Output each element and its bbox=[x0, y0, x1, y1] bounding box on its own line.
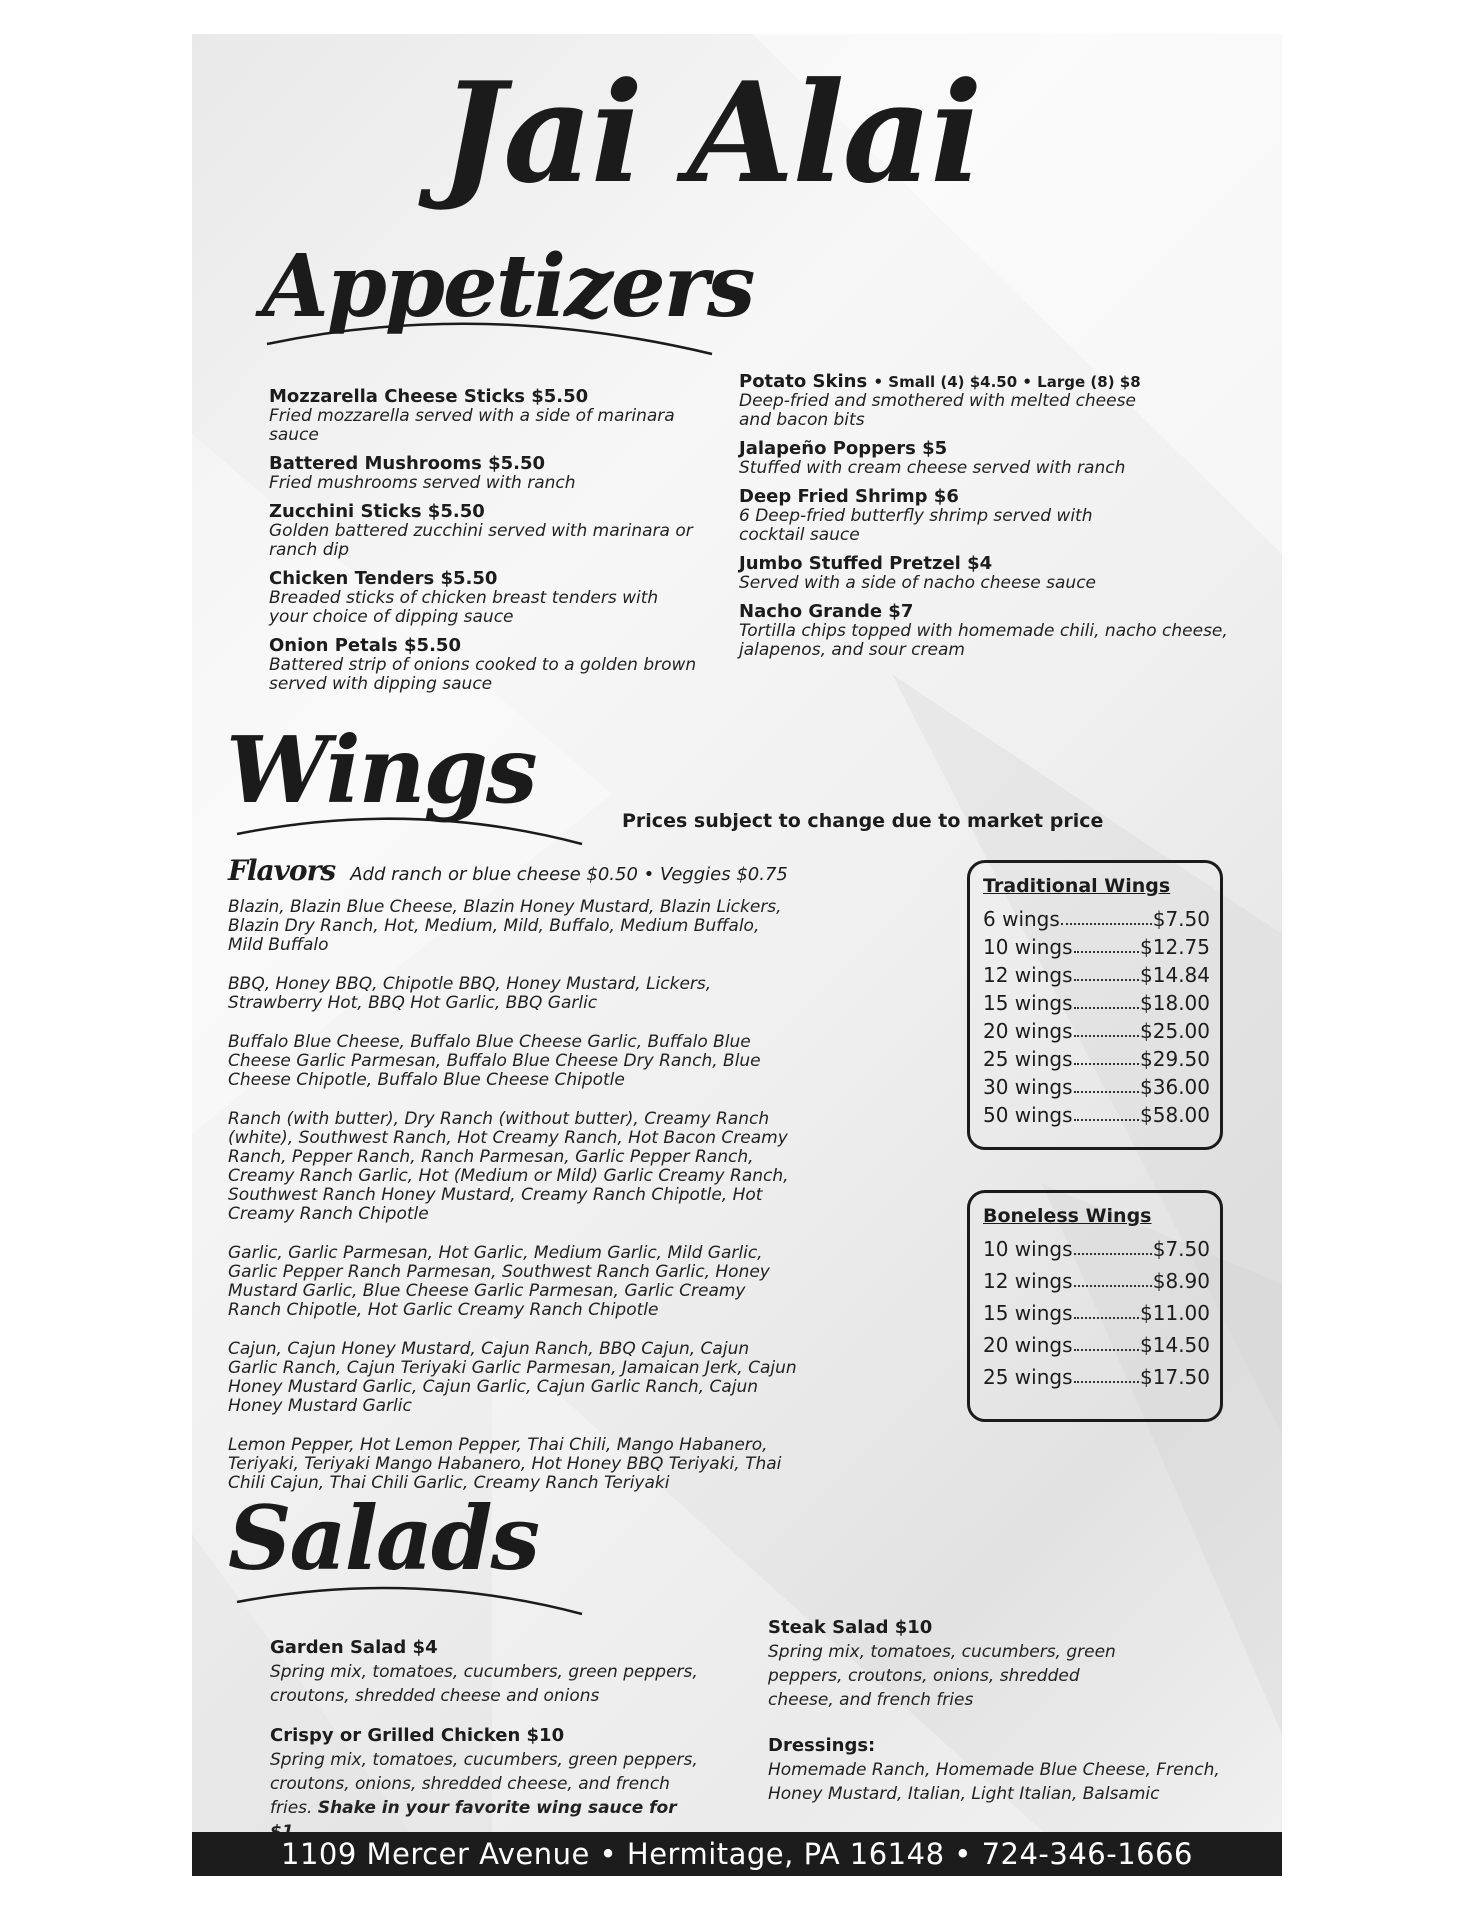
traditional-wings-box bbox=[967, 860, 1223, 1150]
dressings bbox=[768, 1734, 1228, 1806]
appetizers-left-column bbox=[269, 387, 699, 703]
menu-item bbox=[739, 439, 1259, 478]
price-row: 10 wings $7.50 bbox=[983, 1237, 1210, 1261]
flavor-group: Ranch (with butter), Dry Ranch (without butter), Creamy Ranch (white), Southwest Ranch, Hot Creamy Ranch, Hot Bacon Creamy Ranch, Pepper Ranch, Ranch Parmesan, Garlic Pepper Ranch, Creamy Ranch Garlic, Hot (Medium or Mild) Garlic Creamy Ranch, Southwest Ranch Honey Mustard, Creamy Ranch Chipotle, Hot Creamy Ranch Chipotle bbox=[228, 1109, 789, 1224]
price-row: 15 wings $18.00 bbox=[983, 991, 1210, 1015]
dressings-label: Dressings: bbox=[768, 1735, 876, 1756]
item-description: Golden battered zucchini served with marinara or ranch dip bbox=[269, 521, 693, 560]
flavor-group: Garlic, Garlic Parmesan, Hot Garlic, Medium Garlic, Mild Garlic, Garlic Pepper Ranch Parmesan, Southwest Ranch Garlic, Honey Mustard Garlic, Blue Cheese Garlic Parmesan, Garlic Creamy Ranch Chipotle, Hot Garlic Creamy Ranch Chipotle bbox=[228, 1243, 770, 1320]
restaurant-title: Jai Alai bbox=[440, 51, 981, 214]
menu-item bbox=[768, 1616, 1228, 1712]
potato-skins-sizes: • Small (4) $4.50 • Large (8) $8 bbox=[873, 373, 1141, 391]
flavor-group: Lemon Pepper, Hot Lemon Pepper, Thai Chili, Mango Habanero, Teriyaki, Teriyaki Mango Habanero, Hot Honey BBQ Teriyaki, Thai Chili Cajun, Thai Chili Garlic, Creamy Ranch Teriyaki bbox=[228, 1435, 782, 1493]
menu-item bbox=[739, 372, 1259, 430]
item-name: Nacho Grande $7 bbox=[739, 601, 914, 622]
appetizers-heading: Appetizers bbox=[262, 236, 754, 337]
price-row: 20 wings $14.50 bbox=[983, 1333, 1210, 1357]
traditional-wings-title: Traditional Wings bbox=[983, 875, 1171, 897]
menu-item bbox=[270, 1636, 710, 1708]
item-name: Steak Salad $10 bbox=[768, 1617, 933, 1638]
item-name: Garden Salad $4 bbox=[270, 1637, 438, 1658]
item-name: Battered Mushrooms $5.50 bbox=[269, 453, 546, 474]
appetizers-swoosh bbox=[262, 304, 722, 364]
menu-item bbox=[269, 502, 699, 560]
item-description: Served with a side of nacho cheese sauce bbox=[739, 573, 1096, 593]
item-name: Mozzarella Cheese Sticks $5.50 bbox=[269, 386, 589, 407]
price-row: 12 wings $14.84 bbox=[983, 963, 1210, 987]
item-description: Spring mix, tomatoes, cucumbers, green peppers, croutons, onions, shredded cheese, and french fries. Shake in your favorite wing sauce for bbox=[270, 1748, 710, 1844]
price-row: 25 wings $17.50 bbox=[983, 1365, 1210, 1389]
price-row: 10 wings $12.75 bbox=[983, 935, 1210, 959]
menu-item bbox=[269, 569, 699, 627]
item-name: Crispy or Grilled Chicken $10 bbox=[270, 1725, 565, 1746]
price-row: 15 wings $11.00 bbox=[983, 1301, 1210, 1325]
item-description: Fried mozzarella served with a side of marinara sauce bbox=[269, 406, 675, 445]
item-description: Fried mushrooms served with ranch bbox=[269, 473, 576, 493]
flavor-group: Blazin, Blazin Blue Cheese, Blazin Honey Mustard, Blazin Lickers, Blazin Dry Ranch, Hot, Medium, Mild, Buffalo, Medium Buffalo, Mild Buffalo bbox=[228, 897, 782, 955]
item-name: Deep Fried Shrimp $6 bbox=[739, 486, 959, 507]
boneless-wings-box bbox=[967, 1190, 1223, 1422]
flavor-group: BBQ, Honey BBQ, Chipotle BBQ, Honey Mustard, Lickers, Strawberry Hot, BBQ Hot Garlic, BBQ Garlic bbox=[228, 974, 712, 1013]
item-description: 6 Deep-fried butterfly shrimp served with cocktail sauce bbox=[739, 506, 1093, 545]
wings-heading: Wings bbox=[226, 716, 536, 824]
price-row: 12 wings $8.90 bbox=[983, 1269, 1210, 1293]
flavor-group: Buffalo Blue Cheese, Buffalo Blue Cheese Garlic, Buffalo Blue Cheese Garlic Parmesan, Buffalo Blue Cheese Dry Ranch, Blue Cheese Chipotle, Buffalo Blue Cheese Chipotle bbox=[228, 1032, 761, 1090]
item-description: Tortilla chips topped with homemade chili, nacho cheese, jalapenos, and sour cream bbox=[739, 621, 1228, 660]
item-description: Breaded sticks of chicken breast tenders with your choice of dipping sauce bbox=[269, 588, 659, 627]
address-footer: 1109 Mercer Avenue • Hermitage, PA 16148 • 724-346-1666 bbox=[192, 1832, 1282, 1876]
menu-sheet bbox=[192, 34, 1282, 1876]
item-name: Onion Petals $5.50 bbox=[269, 635, 461, 656]
dressings-list: Homemade Ranch, Homemade Blue Cheese, French, Honey Mustard, Italian, Light Italian, Balsamic bbox=[768, 1760, 1220, 1804]
item-description: Battered strip of onions cooked to a golden brown served with dipping sauce bbox=[269, 655, 697, 694]
appetizers-right-column bbox=[739, 372, 1259, 669]
item-name: Jumbo Stuffed Pretzel $4 bbox=[739, 553, 993, 574]
menu-item bbox=[269, 454, 699, 493]
menu-item bbox=[739, 602, 1259, 660]
market-price-note: Prices subject to change due to market price bbox=[622, 810, 1104, 832]
item-description: Deep-fried and smothered with melted cheese and bacon bits bbox=[739, 391, 1136, 430]
item-description: Stuffed with cream cheese served with ranch bbox=[739, 458, 1126, 478]
menu-item bbox=[270, 1724, 710, 1844]
flavors-label: Flavors bbox=[228, 854, 336, 887]
item-name bbox=[739, 372, 1259, 392]
salads-left-column bbox=[270, 1636, 710, 1860]
menu-item bbox=[739, 487, 1259, 545]
price-row: 6 wings $7.50 bbox=[983, 907, 1210, 931]
flavor-list bbox=[228, 898, 798, 1513]
flavor-group: Cajun, Cajun Honey Mustard, Cajun Ranch, BBQ Cajun, Cajun Garlic Ranch, Cajun Teriyaki Garlic Parmesan, Jamaican Jerk, Cajun Honey Mustard Garlic, Cajun Garlic, Cajun Garlic Ranch, Cajun Honey Mustard Garlic bbox=[228, 1339, 797, 1416]
price-row: 20 wings $25.00 bbox=[983, 1019, 1210, 1043]
item-name: Chicken Tenders $5.50 bbox=[269, 568, 498, 589]
item-description: Spring mix, tomatoes, cucumbers, green peppers, croutons, shredded cheese and onions bbox=[270, 1662, 698, 1706]
flavors-header bbox=[228, 854, 788, 887]
salads-right-column bbox=[768, 1616, 1228, 1822]
item-name: Zucchini Sticks $5.50 bbox=[269, 501, 485, 522]
potato-skins-name: Potato Skins bbox=[739, 371, 868, 392]
boneless-wings-title: Boneless Wings bbox=[983, 1205, 1152, 1227]
menu-item bbox=[739, 554, 1259, 593]
price-row: 50 wings $58.00 bbox=[983, 1103, 1210, 1127]
menu-item bbox=[269, 387, 699, 445]
price-row: 25 wings $29.50 bbox=[983, 1047, 1210, 1071]
item-name: Jalapeño Poppers $5 bbox=[739, 438, 948, 459]
salads-heading: Salads bbox=[228, 1486, 539, 1590]
item-description: Spring mix, tomatoes, cucumbers, green peppers, croutons, onions, shredded cheese, and french fries bbox=[768, 1642, 1116, 1710]
wing-sauce-upsell: Shake in your favorite wing sauce for bbox=[317, 1798, 677, 1818]
price-row: 30 wings $36.00 bbox=[983, 1075, 1210, 1099]
salads-swoosh bbox=[232, 1574, 592, 1634]
menu-item bbox=[269, 636, 699, 694]
flavors-addons: Add ranch or blue cheese $0.50 • Veggies $0.75 bbox=[350, 864, 788, 885]
